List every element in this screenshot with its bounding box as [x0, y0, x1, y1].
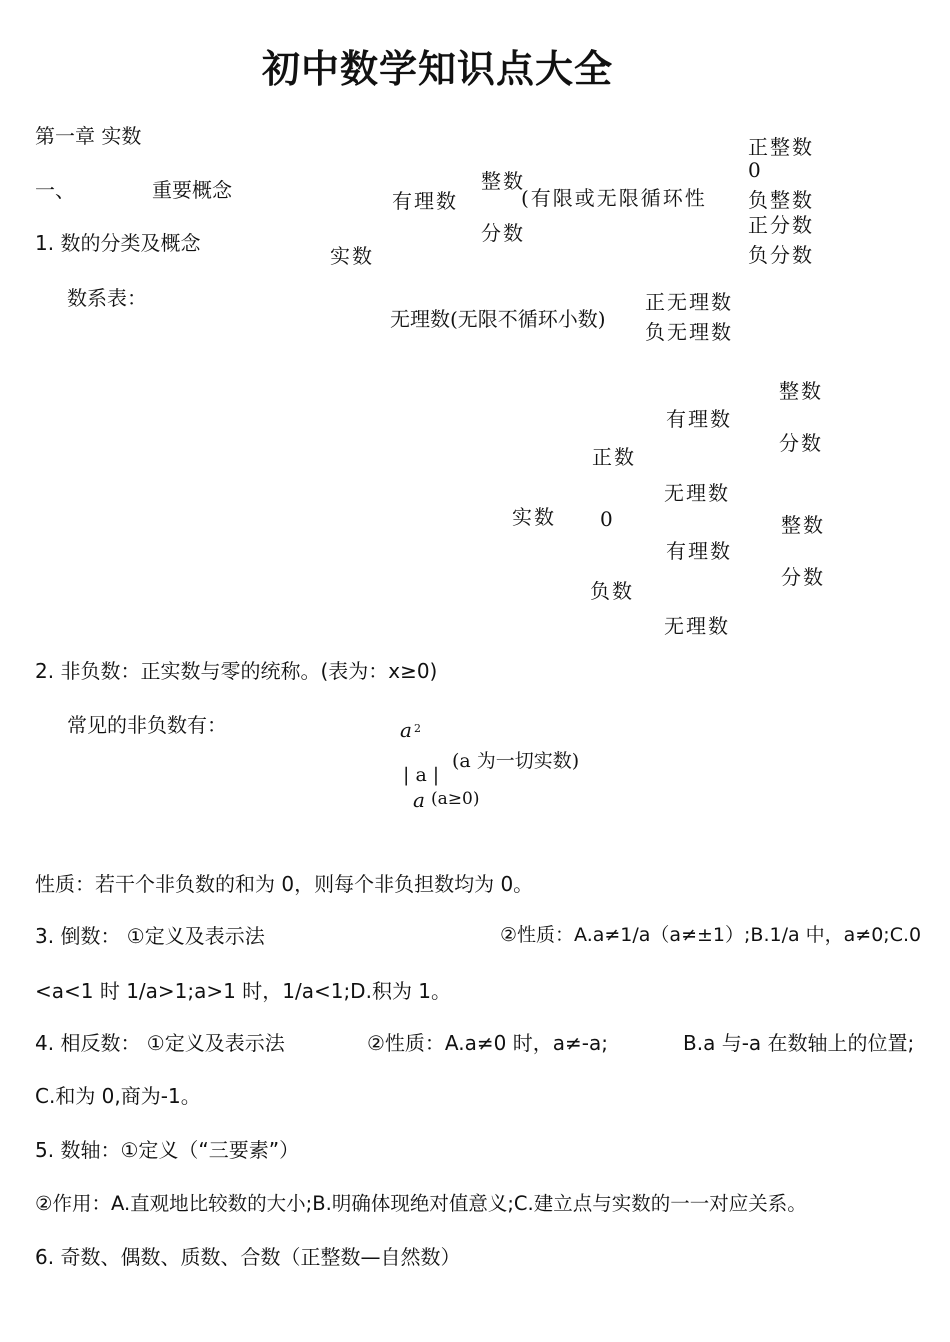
t1-zero: 0	[748, 158, 763, 182]
t1-pos-frac: 正分数	[748, 213, 814, 237]
item3-property: ②性质：A.a≠1/a（a≠±1）;B.1/a 中，a≠0;C.0	[500, 924, 922, 946]
item4-continuation: C.和为 0,商为-1。	[35, 1084, 201, 1108]
t2-fraction-1: 分数	[779, 431, 823, 455]
item4-heading: 4. 相反数： ①定义及表示法	[35, 1031, 285, 1055]
t1-neg-int: 负整数	[748, 188, 814, 212]
a-var: a	[413, 788, 425, 812]
t2-real: 实数	[512, 505, 556, 529]
t2-fraction-2: 分数	[781, 565, 825, 589]
abs-a: | a |	[403, 764, 440, 786]
item3-heading: 3. 倒数： ①定义及表示法	[35, 924, 265, 948]
item5-heading: 5. 数轴：①定义（“三要素”）	[35, 1138, 300, 1162]
t1-finite-note: (有限或无限循环性	[521, 186, 707, 210]
section-title: 重要概念	[152, 178, 232, 202]
item2-property: 性质：若干个非负数的和为 0，则每个非负担数均为 0。	[35, 872, 534, 896]
item5-usage: ②作用：A.直观地比较数的大小;B.明确体现绝对值意义;C.建立点与实数的一一对应关系。	[35, 1192, 807, 1215]
t1-integer: 整数	[481, 169, 525, 193]
t1-pos-int: 正整数	[748, 135, 814, 159]
t1-neg-irr: 负无理数	[645, 320, 733, 344]
t2-integer-2: 整数	[781, 513, 825, 537]
item4-property: ②性质：A.a≠0 时，a≠-a;	[367, 1031, 608, 1055]
item3-continuation: <a<1 时 1/a>1;a>1 时，1/a<1;D.积为 1。	[35, 979, 452, 1003]
t1-irrational: 无理数(无限不循环小数)	[390, 307, 606, 331]
t2-irrational-1: 无理数	[664, 481, 730, 505]
t2-positive: 正数	[592, 445, 636, 469]
t2-negative: 负数	[590, 579, 634, 603]
item2-common-label: 常见的非负数有：	[67, 713, 227, 737]
chapter-heading: 第一章 实数	[35, 124, 142, 148]
a-condition: (a≥0)	[431, 789, 480, 809]
t2-rational-1: 有理数	[666, 407, 732, 431]
t2-zero: 0	[600, 507, 615, 531]
t2-irrational-2: 无理数	[664, 614, 730, 638]
t2-integer-1: 整数	[779, 379, 823, 403]
item4-position: B.a 与-a 在数轴上的位置;	[683, 1031, 915, 1055]
t1-real: 实数	[330, 244, 374, 268]
page-title: 初中数学知识点大全	[262, 47, 614, 91]
t1-neg-frac: 负分数	[748, 243, 814, 267]
section-number: 一、	[35, 178, 75, 202]
item6-heading: 6. 奇数、偶数、质数、合数（正整数—自然数）	[35, 1245, 461, 1269]
a-squared-exponent: 2	[414, 722, 421, 735]
item1-heading: 1. 数的分类及概念	[35, 231, 201, 255]
a-squared: a	[400, 718, 412, 742]
item2-definition: 2. 非负数：正实数与零的统称。(表为：x≥0)	[35, 659, 438, 683]
t1-rational: 有理数	[392, 189, 458, 213]
all-real-note: (a 为一切实数)	[452, 750, 580, 772]
number-table-label: 数系表：	[67, 286, 147, 310]
t2-rational-2: 有理数	[666, 539, 732, 563]
t1-fraction: 分数	[481, 221, 525, 245]
t1-pos-irr: 正无理数	[645, 290, 733, 314]
